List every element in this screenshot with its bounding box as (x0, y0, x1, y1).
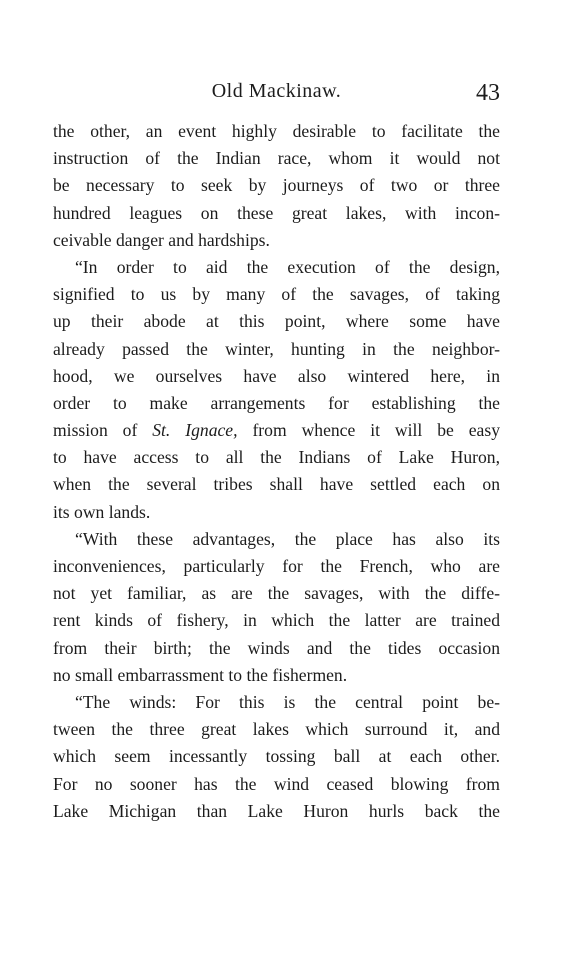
text-line: up their abode at this point, where some have (53, 311, 500, 332)
body-text (53, 118, 500, 825)
page-header (53, 78, 500, 110)
page-number: 43 (476, 80, 500, 106)
text-line: For no sooner has the wind ceased blowing from (53, 773, 500, 794)
text-line: hundred leagues on these great lakes, with incon- (53, 202, 500, 223)
text-line: instruction of the Indian race, whom it would not (53, 148, 500, 169)
text-line: rent kinds of fishery, in which the latter are trained (53, 610, 500, 631)
text-line: order to make arrangements for establishing the (53, 392, 500, 413)
text-line: signified to us by many of the savages, of taking (53, 284, 500, 305)
text-line: tween the three great lakes which surround it, and (53, 719, 500, 740)
italic-place-name: St. Ignace, (152, 420, 238, 441)
text-line: be necessary to seek by journeys of two or three (53, 175, 500, 196)
text-line: its own lands. (53, 501, 151, 522)
text-fragment: mission of (53, 420, 138, 441)
text-line: the other, an event highly desirable to facilitate the (53, 121, 500, 141)
text-line: from their birth; the winds and the tides occasion (53, 637, 500, 658)
text-fragment: from whence it will be easy (252, 420, 500, 441)
text-line: “In order to aid the execution of the design, (75, 256, 500, 277)
text-line: “The winds: For this is the central point be- (75, 691, 500, 712)
text-line: “With these advantages, the place has also its (75, 528, 500, 549)
text-line: ceivable danger and hardships. (53, 229, 270, 250)
running-title: Old Mackinaw. (211, 80, 342, 102)
text-line: hood, we ourselves have also wintered here, in (53, 365, 500, 386)
text-line: inconveniences, particularly for the French, who are (53, 556, 500, 576)
text-line-mixed (53, 417, 500, 444)
text-line: not yet familiar, as are the savages, with the diffe- (53, 583, 500, 604)
text-line: no small embarrassment to the fishermen. (53, 664, 348, 685)
text-line: to have access to all the Indians of Lake Huron, (53, 447, 500, 468)
text-line: when the several tribes shall have settled each on (53, 474, 500, 495)
text-line: which seem incessantly tossing ball at each other. (53, 746, 500, 767)
text-line: Lake Michigan than Lake Huron hurls back the (53, 800, 500, 821)
text-line: already passed the winter, hunting in the neighbor- (53, 338, 500, 359)
